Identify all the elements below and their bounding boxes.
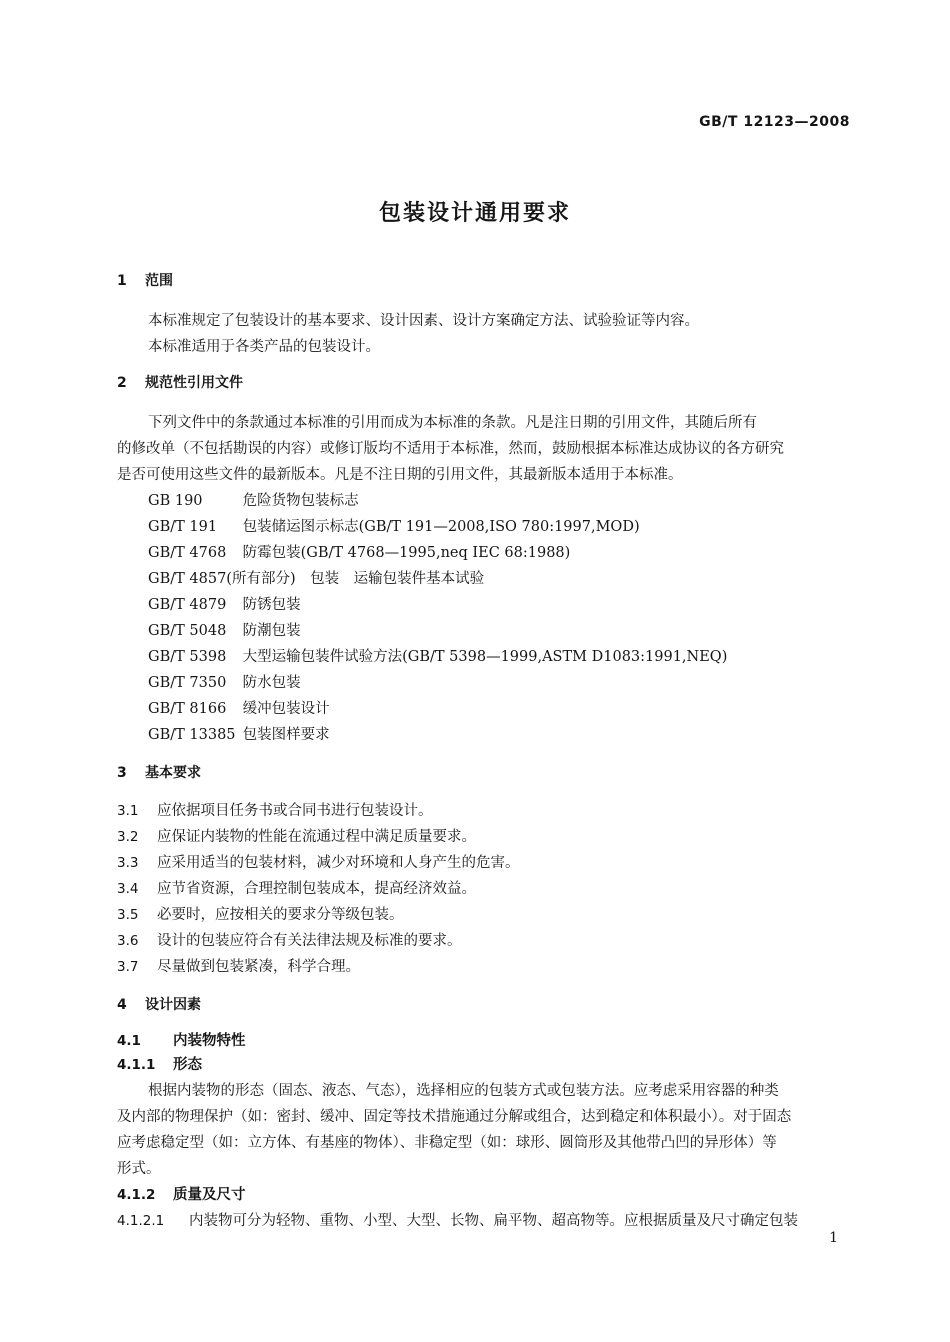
reference-item <box>148 672 883 694</box>
section-3-heading <box>117 762 852 784</box>
ref-code: GB/T 5048 <box>148 623 227 639</box>
paragraph-line: 下列文件中的条款通过本标准的引用而成为本标准的条款。凡是注日期的引用文件，其随后所有 <box>148 415 757 431</box>
clause-text: 必要时，应按相关的要求分等级包装。 <box>157 907 404 923</box>
section-title: 范围 <box>145 273 173 289</box>
ref-code: GB/T 5398 <box>148 649 227 665</box>
paragraph-line: 应考虑稳定型（如：立方体、有基座的物体）、非稳定型（如：球形、圆筒形及其他带凸凹的异形体）等 <box>117 1135 777 1151</box>
paragraph-line: 是否可使用这些文件的最新版本。凡是不注日期的引用文件，其最新版本适用于本标准。 <box>117 467 683 483</box>
section-number: 1 <box>117 273 127 289</box>
ref-title: 包装储运图示标志(GB/T 191—2008,ISO 780:1997,MOD) <box>242 519 640 535</box>
clause <box>117 800 852 822</box>
paragraph-line: 形式。 <box>117 1161 161 1177</box>
clause-text: 尽量做到包装紧凑，科学合理。 <box>157 959 360 975</box>
subsection-number: 4.1.1 <box>117 1057 156 1073</box>
ref-code: GB/T 7350 <box>148 675 227 691</box>
reference-item <box>148 490 883 512</box>
subsection-title: 内装物特性 <box>173 1033 246 1049</box>
clause <box>117 826 852 848</box>
section-2-heading <box>117 372 852 394</box>
subsection-title: 形态 <box>173 1057 202 1073</box>
ref-code: GB/T 8166 <box>148 701 227 717</box>
section-number: 2 <box>117 375 127 391</box>
ref-title: 大型运输包装件试验方法(GB/T 5398—1999,ASTM D1083:1991,NEQ) <box>242 649 728 665</box>
clause-number: 3.6 <box>117 933 139 949</box>
clause-text: 应保证内装物的性能在流通过程中满足质量要求。 <box>157 829 476 845</box>
clause-number: 3.1 <box>117 803 139 819</box>
clause-text: 应节省资源，合理控制包装成本，提高经济效益。 <box>157 881 476 897</box>
ref-title: 包装 运输包装件基本试验 <box>310 571 485 587</box>
ref-title: 防锈包装 <box>242 597 301 613</box>
section-number: 4 <box>117 997 127 1013</box>
reference-item <box>148 646 883 668</box>
document-title: 包装设计通用要求 <box>378 201 571 226</box>
ref-title: 防水包装 <box>242 675 301 691</box>
reference-item <box>148 516 883 538</box>
clause <box>117 1210 852 1232</box>
section-1-heading <box>117 270 852 292</box>
reference-item <box>148 698 883 720</box>
subsection-number: 4.1 <box>117 1033 141 1049</box>
clause <box>117 930 852 952</box>
section-title: 规范性引用文件 <box>145 375 243 391</box>
section-4-heading <box>117 994 852 1016</box>
clause-number: 3.7 <box>117 959 139 975</box>
paragraph-line: 的修改单（不包括勘误的内容）或修订版均不适用于本标准，然而，鼓励根据本标准达成协议的各方研究 <box>117 441 784 457</box>
ref-code: GB/T 13385 <box>148 727 236 743</box>
section-number: 3 <box>117 765 127 781</box>
reference-item <box>148 724 883 746</box>
paragraph: 本标准规定了包装设计的基本要求、设计因素、设计方案确定方法、试验验证等内容。 <box>148 313 699 329</box>
ref-code: GB/T 4879 <box>148 597 227 613</box>
clause-text: 应依据项目任务书或合同书进行包装设计。 <box>157 803 433 819</box>
clause-number: 3.3 <box>117 855 139 871</box>
ref-code: GB 190 <box>148 493 203 509</box>
clause <box>117 956 852 978</box>
ref-title: 危险货物包装标志 <box>242 493 359 509</box>
clause-text: 设计的包装应符合有关法律法规及标准的要求。 <box>157 933 462 949</box>
reference-item <box>148 620 883 642</box>
paragraph-line: 根据内装物的形态（固态、液态、气态），选择相应的包装方式或包装方法。应考虑采用容器的种类 <box>148 1083 779 1099</box>
clause <box>117 878 852 900</box>
standard-code: GB/T 12123—2008 <box>699 114 850 130</box>
reference-item <box>148 568 883 590</box>
clause-number: 3.5 <box>117 907 139 923</box>
ref-code: GB/T 4857(所有部分) <box>148 571 296 587</box>
clause <box>117 852 852 874</box>
page-number: 1 <box>829 1230 838 1246</box>
clause-number: 3.2 <box>117 829 139 845</box>
paragraph: 本标准适用于各类产品的包装设计。 <box>148 339 380 355</box>
ref-title: 防潮包装 <box>242 623 301 639</box>
subsection-4-1-1-heading <box>117 1054 852 1076</box>
ref-code: GB/T 191 <box>148 519 218 535</box>
subsection-number: 4.1.2 <box>117 1187 156 1203</box>
ref-title: 缓冲包装设计 <box>242 701 330 717</box>
clause-text: 应采用适当的包装材料，减少对环境和人身产生的危害。 <box>157 855 520 871</box>
paragraph-line: 及内部的物理保护（如：密封、缓冲、固定等技术措施通过分解或组合，达到稳定和体积最小）。对于固态 <box>117 1109 792 1125</box>
ref-title: 包装图样要求 <box>242 727 330 743</box>
section-title: 设计因素 <box>145 997 201 1013</box>
ref-title: 防霉包装(GB/T 4768—1995,neq IEC 68:1988) <box>242 545 571 561</box>
subsection-title: 质量及尺寸 <box>173 1187 246 1203</box>
subsection-4-1-heading <box>117 1030 852 1052</box>
clause-number: 4.1.2.1 <box>117 1213 165 1229</box>
clause-text: 内装物可分为轻物、重物、小型、大型、长物、扁平物、超高物等。应根据质量及尺寸确定包装 <box>189 1213 798 1229</box>
reference-item <box>148 542 883 564</box>
clause <box>117 904 852 926</box>
section-title: 基本要求 <box>145 765 201 781</box>
subsection-4-1-2-heading <box>117 1184 852 1206</box>
reference-item <box>148 594 883 616</box>
ref-code: GB/T 4768 <box>148 545 227 561</box>
clause-number: 3.4 <box>117 881 139 897</box>
